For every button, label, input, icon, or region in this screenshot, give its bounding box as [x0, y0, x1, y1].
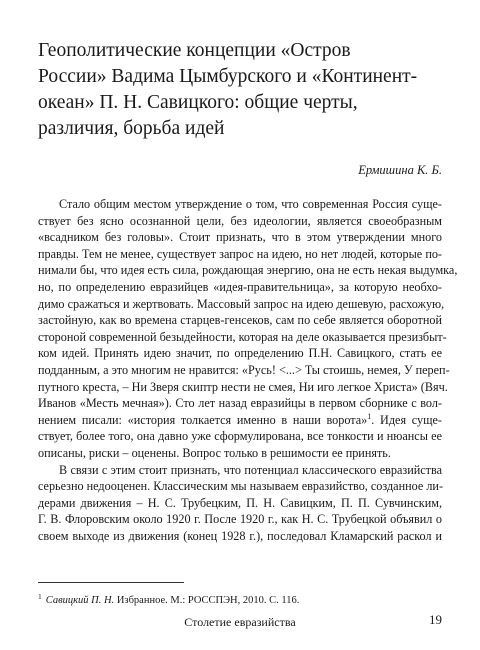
- text-line: но, по определению евразийцев «идея-правительница», за которую необхо-: [38, 279, 442, 294]
- text-line: «всадником без головы». Стоит признать, что в этом утверждении много: [38, 230, 442, 245]
- title-line: Геополитические концепции «Остров: [38, 40, 351, 61]
- text-line: своем выходе из движения (конец 1928 г.), последовал Кламарский раскол и: [38, 528, 442, 543]
- text-fragment: . Идея суще-: [371, 412, 442, 427]
- text-line: Г. В. Флоровским около 1920 г. После 1920 г., как Н. С. Трубецкой объявил о: [38, 512, 442, 527]
- text-line: В связи с этим стоит признать, что потенциал классического евразийства: [59, 462, 442, 477]
- text-line: Иванов «Месть мечная»). Сто лет назад евразийцы в первом сборнике с вол-: [38, 396, 442, 411]
- text-line: подданным, а это многим не нравится: «Русь! <...> Ты стоишь, немея, У переп-: [38, 362, 450, 377]
- text-line: ствует, более того, она давно уже сформулирована, все тонкости и нюансы ее: [38, 429, 442, 444]
- title-line: России» Вадима Цымбурского и «Континент-: [38, 66, 418, 87]
- footnote-reference[interactable]: 1: [367, 411, 372, 421]
- footnote-text: Избранное. М.: РОССПЭН, 2010. С. 116.: [116, 595, 300, 606]
- page-number: 19: [429, 612, 442, 627]
- footnote-author: Савицкий П. Н.: [45, 595, 115, 606]
- footnote-divider: [38, 582, 184, 583]
- text-line: нимали бы, что идея есть сила, рождающая энергию, она не есть некая выдумка,: [38, 263, 458, 278]
- text-line: стороной современной безыдейности, которая на деле оказывается презизбыт-: [38, 329, 447, 344]
- title-line: различия, борьба идей: [38, 118, 225, 139]
- text-line: дерами движения – Н. С. Трубецким, П. Н. Савицким, П. П. Сувчинским,: [38, 495, 442, 510]
- title-line: океан» П. Н. Савицкого: общие черты,: [38, 92, 358, 113]
- article-author: Ермишина К. Б.: [358, 163, 442, 177]
- text-line-with-footnote: [38, 412, 442, 429]
- text-fragment: нением писали: «история толкается именно в наши ворота»: [38, 412, 368, 427]
- text-line: ком идей. Принять идею значит, по определению П.Н. Савицкого, стать ее: [38, 346, 442, 361]
- footnote-number: 1: [38, 591, 42, 601]
- text-line: ствует без ясно осознанной цели, без идеологии, является своеобразным: [38, 213, 442, 228]
- text-line: застойную, как во времена старцев-генсеков, сам по себе является оборотной: [38, 313, 442, 328]
- text-line: правды. Тем не менее, существует запрос на идею, но нет людей, которые по-: [38, 246, 442, 261]
- text-line: серьезно недооценен. Классическим мы называем евразийство, созданное ли-: [38, 479, 443, 494]
- text-line: Стало общим местом утверждение о том, что современная Россия суще-: [59, 197, 442, 211]
- running-footer-title: Столетие евразийства: [184, 615, 296, 629]
- text-line: описаны, риски – оценены. Вопрос только в решимости ее принять.: [38, 445, 391, 460]
- text-line: димо сражаться и жертвовать. Массовый запрос на идею дешевую, расхожую,: [38, 296, 445, 311]
- article-body: [38, 196, 458, 544]
- footnote: [38, 591, 442, 608]
- article-title: [38, 38, 448, 142]
- text-line: путного креста, – Ни Зверя скиптр нести не смея, Ни иго легкое Христа» (Вяч.: [38, 379, 448, 394]
